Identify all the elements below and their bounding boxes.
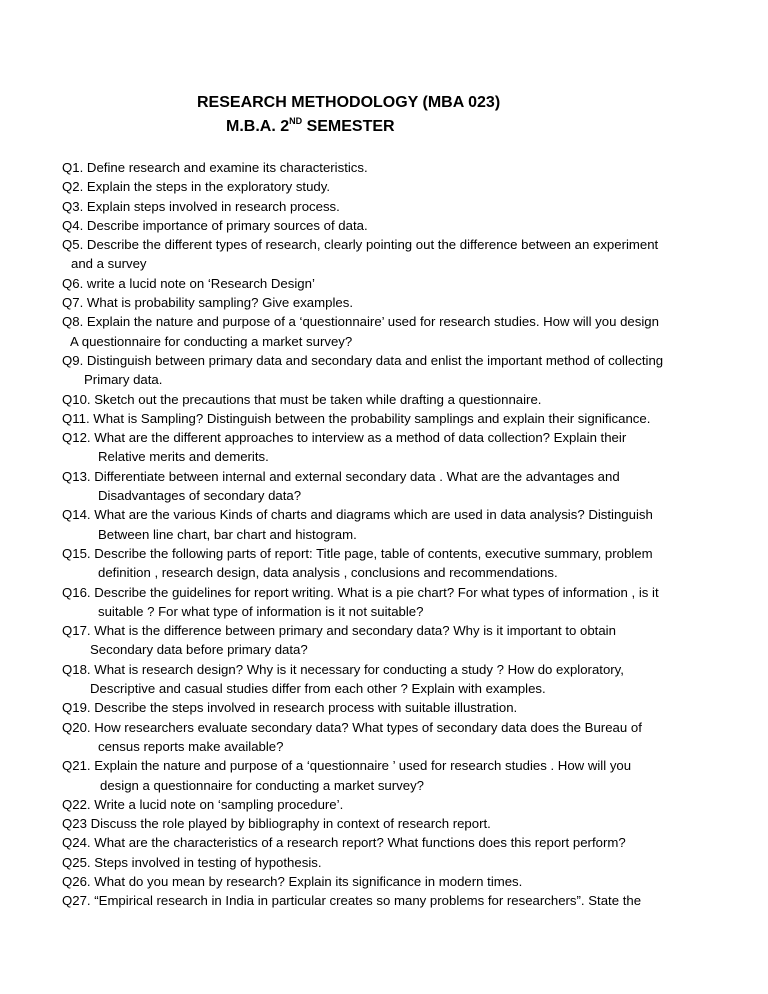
question-continuation: Primary data. — [84, 372, 163, 388]
question-continuation: Between line chart, bar chart and histogram. — [98, 526, 357, 542]
question-continuation: suitable ? For what type of information is it not suitable? — [98, 603, 424, 619]
question-item: Q9. Distinguish between primary data and secondary data and enlist the important method of collecting — [62, 352, 664, 368]
question-item: Q4. Describe importance of primary sources of data. — [62, 217, 368, 233]
question-continuation: design a questionnaire for conducting a market survey? — [100, 777, 425, 793]
question-continuation: Descriptive and casual studies differ from each other ? Explain with examples. — [90, 681, 546, 697]
question-item: Q22. Write a lucid note on ‘sampling procedure’. — [62, 796, 344, 812]
question-item: Q1. Define research and examine its characteristics. — [62, 160, 368, 175]
question-item: Q13. Differentiate between internal and external secondary data . What are the advantages and — [62, 468, 620, 484]
question-continuation: and a survey — [71, 256, 147, 272]
question-continuation: Secondary data before primary data? — [90, 642, 308, 658]
question-item: Q15. Describe the following parts of report: Title page, table of contents, executive summary, problem — [62, 545, 653, 561]
question-item: Q16. Describe the guidelines for report writing. What is a pie chart? For what types of information , is it — [62, 584, 659, 600]
question-item: Q25. Steps involved in testing of hypothesis. — [62, 854, 322, 870]
question-item: Q7. What is probability sampling? Give examples. — [62, 295, 353, 311]
question-continuation: A questionnaire for conducting a market survey? — [70, 333, 353, 349]
question-item: Q11. What is Sampling? Distinguish between the probability samplings and explain their significance. — [62, 410, 651, 426]
semester-label: SEMESTER — [302, 118, 395, 135]
question-item: Q2. Explain the steps in the exploratory study. — [62, 179, 331, 195]
question-item: Q21. Explain the nature and purpose of a ‘questionnaire ’ used for research studies . How will you — [62, 758, 632, 774]
question-item: Q20. How researchers evaluate secondary data? What types of secondary data does the Bureau of — [62, 719, 642, 735]
question-item: Q18. What is research design? Why is it necessary for conducting a study ? How do exploratory, — [62, 661, 624, 677]
semester-ordinal-suffix: ND — [289, 116, 303, 126]
question-item: Q19. Describe the steps involved in research process with suitable illustration. — [62, 700, 518, 716]
question-item: Q12. What are the different approaches to interview as a method of data collection? Explain their — [62, 430, 627, 446]
question-item: Q26. What do you mean by research? Explain its significance in modern times. — [62, 873, 523, 889]
question-item: Q17. What is the difference between primary and secondary data? Why is it important to obtain — [62, 623, 616, 639]
question-item: Q10. Sketch out the precautions that must be taken while drafting a questionnaire. — [62, 391, 542, 407]
question-item: Q8. Explain the nature and purpose of a ‘questionnaire’ used for research studies. How will you design — [62, 314, 659, 330]
question-item: Q14. What are the various Kinds of charts and diagrams which are used in data analysis? Distinguish — [62, 507, 653, 523]
semester-heading — [0, 118, 768, 136]
question-item: Q23 Discuss the role played by bibliography in context of research report. — [62, 816, 491, 832]
question-continuation: Relative merits and demerits. — [98, 449, 269, 465]
document-title: RESEARCH METHODOLOGY (MBA 023) — [197, 94, 501, 111]
question-item: Q24. What are the characteristics of a research report? What functions does this report perform? — [62, 835, 626, 851]
question-list — [62, 158, 752, 911]
question-item: Q3. Explain steps involved in research process. — [62, 198, 340, 214]
question-continuation: definition , research design, data analysis , conclusions and recommendations. — [98, 565, 558, 581]
question-item: Q6. write a lucid note on ‘Research Design’ — [62, 275, 315, 291]
question-continuation: Disadvantages of secondary data? — [98, 488, 302, 504]
semester-prefix: M.B.A. 2 — [226, 118, 290, 135]
question-item: Q27. “Empirical research in India in particular creates so many problems for researchers”. State the — [62, 893, 642, 909]
question-item: Q5. Describe the different types of research, clearly pointing out the difference between an experiment — [62, 237, 659, 253]
question-continuation: census reports make available? — [98, 738, 284, 754]
